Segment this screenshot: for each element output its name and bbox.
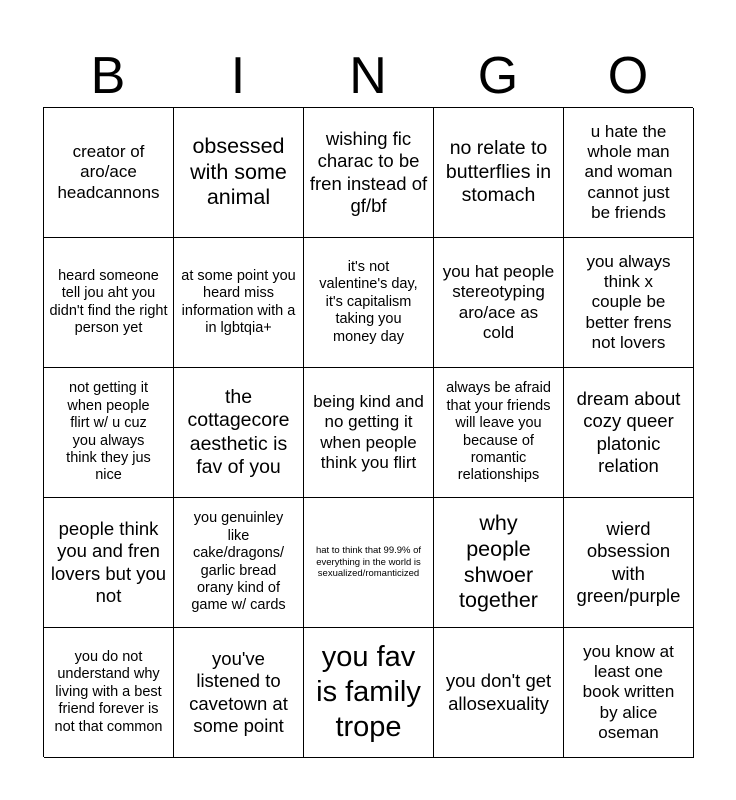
header-letter-n: N [349, 47, 387, 105]
bingo-cell[interactable] [174, 238, 304, 368]
cell-text: wierd obsession with green/purple [576, 518, 681, 606]
cell-text: you don't get allosexuality [445, 670, 552, 714]
cell-text: obsessed with some animal [190, 133, 287, 210]
header-letter-i: I [230, 47, 246, 105]
cell-text: you hat people stereotyping aro/ace as cold [442, 261, 555, 342]
bingo-cell[interactable] [304, 628, 434, 758]
bingo-cell[interactable] [434, 108, 564, 238]
cell-text: people think you and fren lovers but you not [50, 518, 167, 606]
cell-text: always be afraid that your friends will leave you because of romantic relationships [446, 380, 551, 484]
bingo-cell[interactable] [174, 108, 304, 238]
cell-text: you always think x couple be better frens not lovers [585, 251, 672, 353]
bingo-cell[interactable] [434, 628, 564, 758]
cell-text: not getting it when people flirt w/ u cuz you always think they jus nice [66, 380, 151, 484]
header-letter-b: B [90, 47, 126, 105]
header-letter-g: G [477, 47, 519, 105]
bingo-cell[interactable] [174, 498, 304, 628]
bingo-cell[interactable] [564, 498, 694, 628]
cell-text: you've listened to cavetown at some point [189, 648, 288, 736]
bingo-cell[interactable] [304, 108, 434, 238]
header-letter-o: O [607, 47, 649, 105]
bingo-cell[interactable] [564, 368, 694, 498]
bingo-cell[interactable] [174, 368, 304, 498]
bingo-cell[interactable] [304, 498, 434, 628]
cell-text: hat to think that 99.9% of everything in the world is sexualized/romanticized [315, 544, 422, 580]
cell-text: you genuinley like cake/dragons/ garlic bread orany kind of game w/ cards [191, 510, 286, 614]
bingo-grid [43, 107, 693, 757]
cell-text: at some point you heard miss information with a in lgbtqia+ [181, 267, 296, 336]
bingo-cell[interactable] [174, 628, 304, 758]
bingo-cell[interactable] [434, 368, 564, 498]
bingo-cell[interactable] [304, 368, 434, 498]
bingo-cell[interactable] [434, 498, 564, 628]
cell-text: you know at least one book written by alice oseman [582, 641, 675, 743]
cell-text: creator of aro/ace headcannons [57, 141, 160, 202]
bingo-cell[interactable] [304, 238, 434, 368]
cell-text: the cottagecore aesthetic is fav of you [187, 385, 290, 478]
bingo-cell[interactable] [44, 628, 174, 758]
cell-text: no relate to butterflies in stomach [445, 137, 552, 207]
cell-text: heard someone tell jou aht you didn't find the right person yet [49, 267, 168, 336]
bingo-cell[interactable] [44, 498, 174, 628]
bingo-cell[interactable] [44, 368, 174, 498]
bingo-header [43, 44, 693, 108]
bingo-cell[interactable] [44, 238, 174, 368]
cell-text: why people shwoer together [459, 510, 538, 613]
bingo-cell[interactable] [44, 108, 174, 238]
cell-text: you fav is family trope [316, 641, 421, 743]
cell-text: it's not valentine's day, it's capitalism taking you money day [319, 259, 418, 345]
cell-text: u hate the whole man and woman cannot just be friends [584, 121, 673, 223]
cell-text: dream about cozy queer platonic relation [576, 388, 681, 476]
bingo-cell[interactable] [564, 628, 694, 758]
cell-text: you do not understand why living with a best friend forever is not that common [54, 649, 163, 735]
bingo-cell[interactable] [434, 238, 564, 368]
bingo-cell[interactable] [564, 108, 694, 238]
bingo-cell[interactable] [564, 238, 694, 368]
cell-text: wishing fic charac to be fren instead of gf/bf [309, 128, 428, 216]
cell-text: being kind and no getting it when people think you flirt [313, 391, 424, 472]
